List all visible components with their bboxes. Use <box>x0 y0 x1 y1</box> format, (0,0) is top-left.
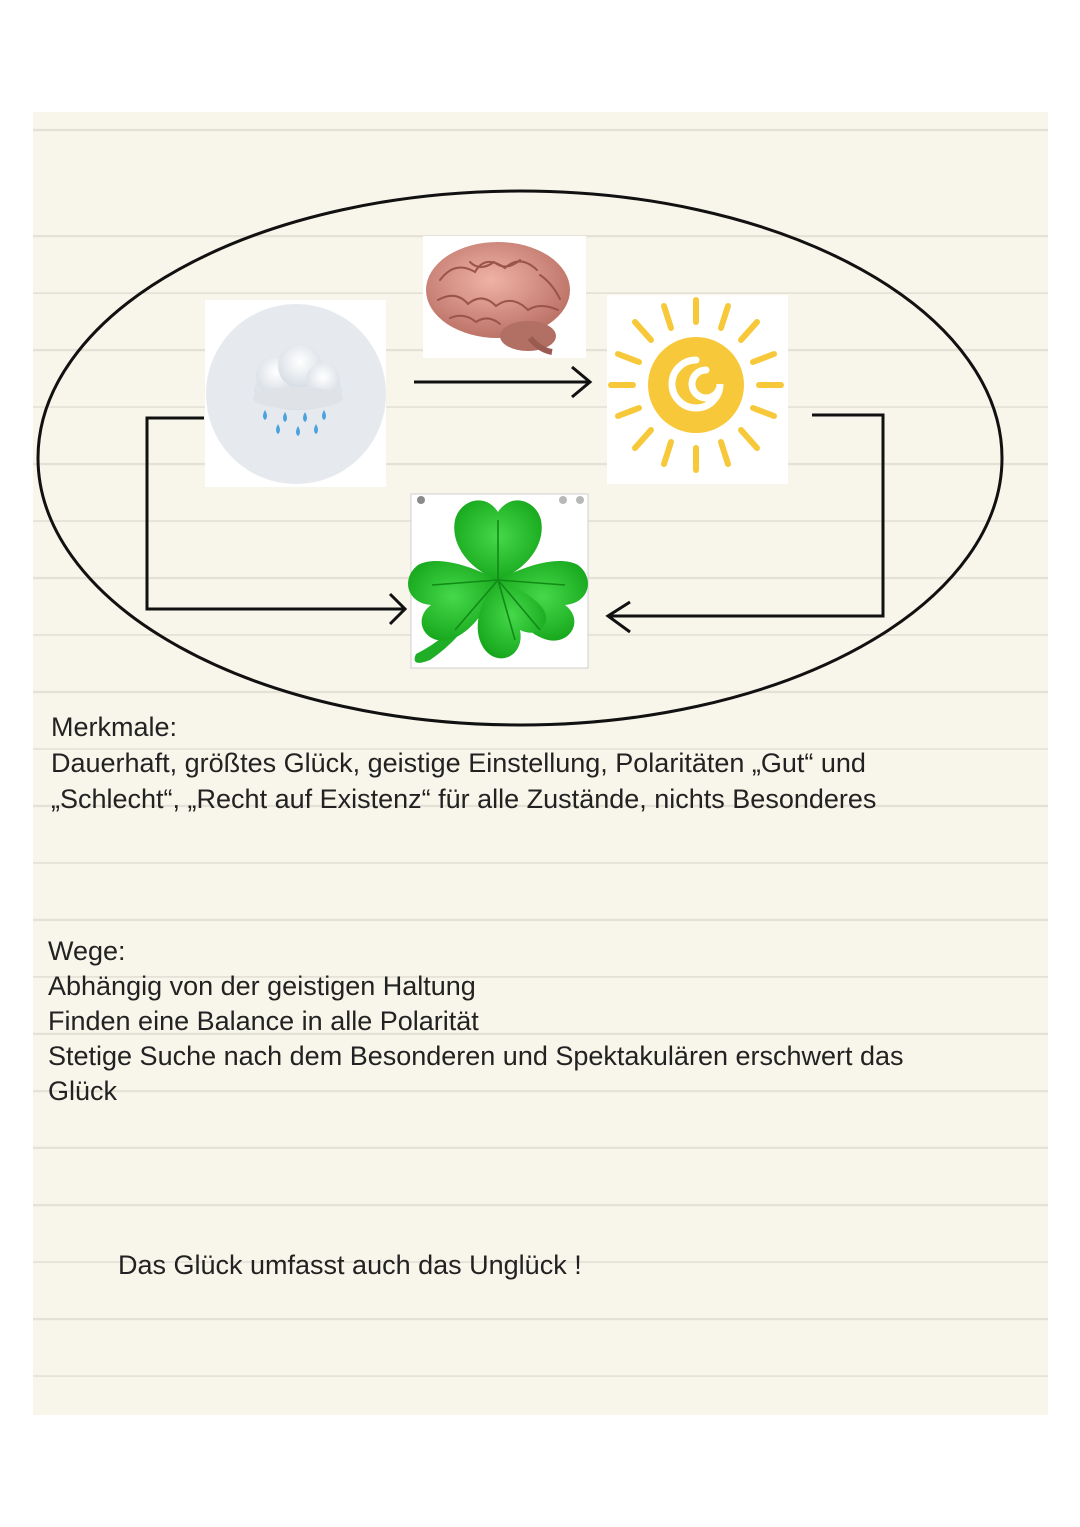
arrow-cloud-to-sun <box>414 367 590 397</box>
happiness-cycle-diagram <box>0 0 1080 760</box>
conclusion-text: Das Glück umfasst auch das Unglück ! <box>118 1250 582 1280</box>
wege-line: Glück <box>48 1076 118 1106</box>
wege-line: Finden eine Balance in alle Polarität <box>48 1006 479 1036</box>
merkmale-line: „Schlecht“, „Recht auf Existenz“ für alle Zustände, nichts Besonderes <box>51 784 877 814</box>
rain-cloud-node <box>205 300 386 487</box>
brain-node <box>423 236 586 358</box>
merkmale-heading: Merkmale: <box>51 712 178 742</box>
wege-heading: Wege: <box>48 936 126 966</box>
four-leaf-clover-node <box>408 494 588 668</box>
wege-line: Abhängig von der geistigen Haltung <box>48 971 476 1001</box>
merkmale-line: Dauerhaft, größtes Glück, geistige Einstellung, Polaritäten „Gut“ und <box>51 748 866 778</box>
wege-line: Stetige Suche nach dem Besonderen und Spektakulären erschwert das <box>48 1041 904 1071</box>
sun-node <box>607 295 788 484</box>
